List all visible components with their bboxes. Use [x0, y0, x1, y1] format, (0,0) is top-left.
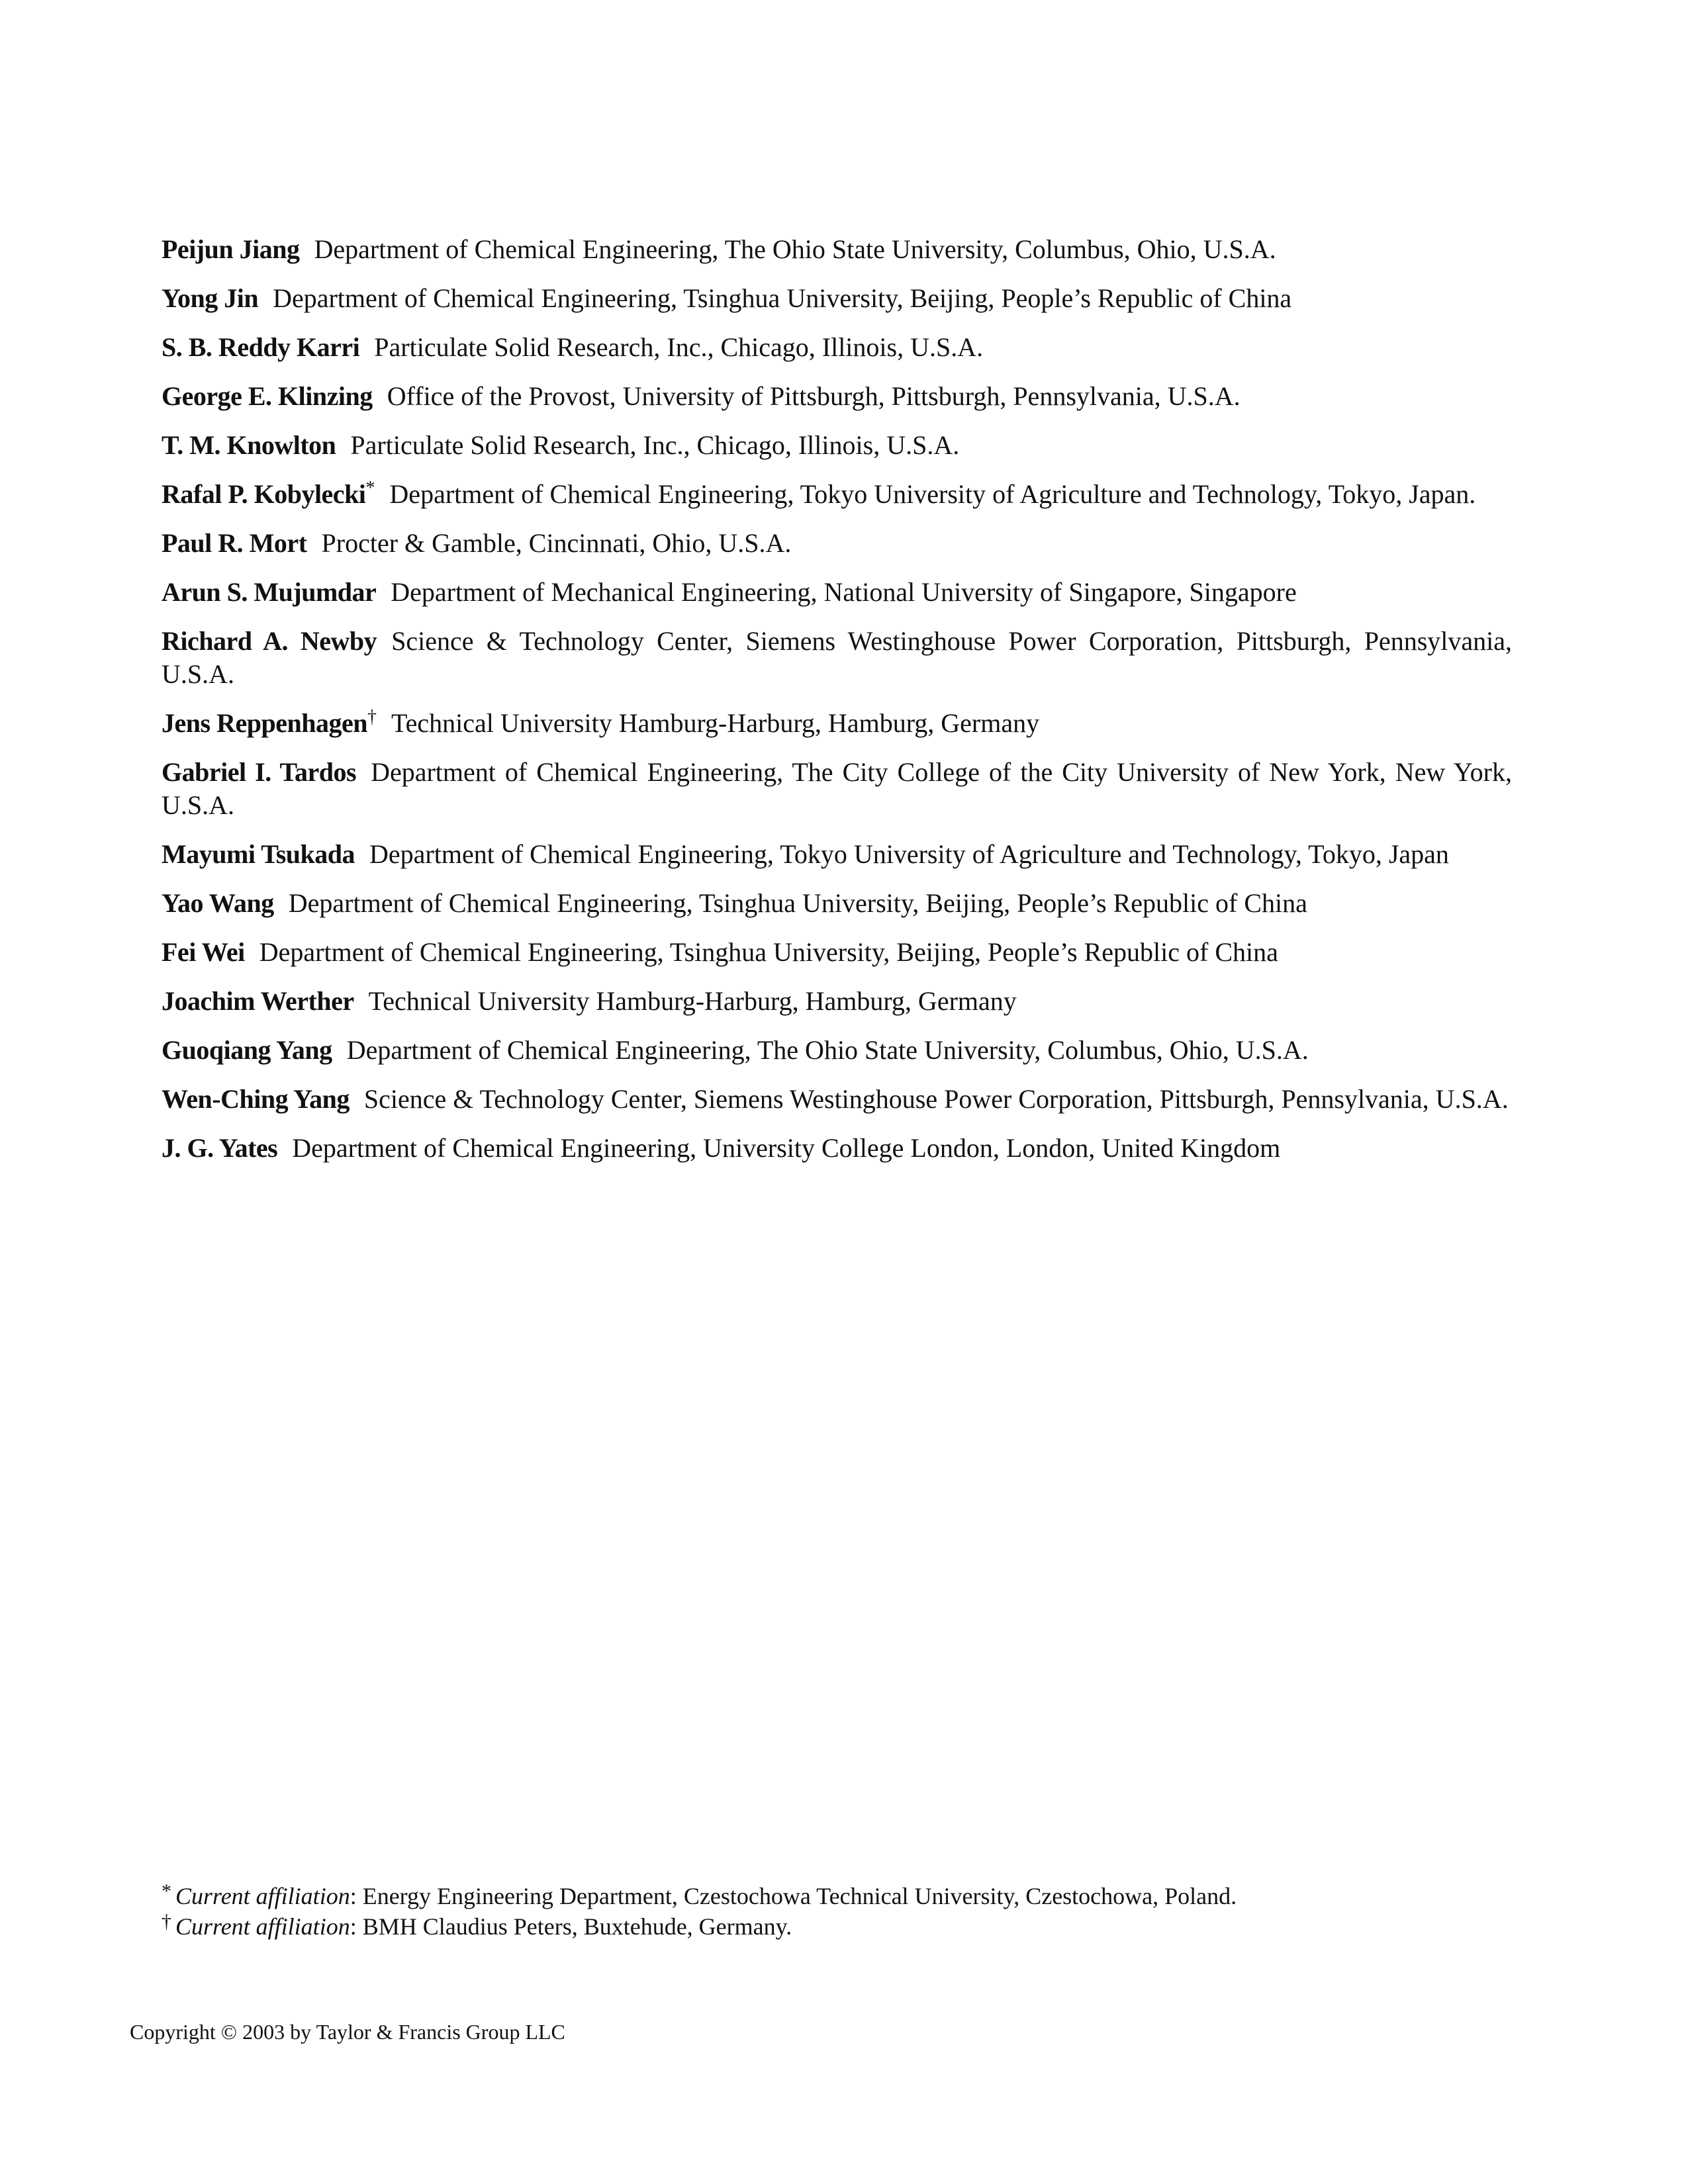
contributor-affiliation: Technical University Hamburg-Harburg, Hamburg, Germany [391, 708, 1040, 738]
contributor-affiliation: Department of Chemical Engineering, The City College of the City University of New York, New York, U.S.A. [162, 757, 1512, 820]
contributor-name: Wen-Ching Yang [162, 1084, 350, 1114]
contributor-name: Paul R. Mort [162, 528, 307, 558]
contributor-entry [162, 1132, 1512, 1165]
contributor-entry [162, 625, 1512, 691]
contributor-name: S. B. Reddy Karri [162, 332, 360, 362]
footnote-text: : BMH Claudius Peters, Buxtehude, Germany. [350, 1913, 792, 1940]
contributor-affiliation: Office of the Provost, University of Pittsburgh, Pittsburgh, Pennsylvania, U.S.A. [387, 381, 1241, 411]
contributor-affiliation: Department of Chemical Engineering, Tsinghua University, Beijing, People’s Republic of China [288, 888, 1307, 918]
affiliation-mark: * [365, 478, 375, 498]
footnote [162, 1881, 1512, 1911]
contributor-entry [162, 576, 1512, 609]
contributor-entry [162, 331, 1512, 364]
contributor-affiliation: Department of Chemical Engineering, Tokyo University of Agriculture and Technology, Tokyo, Japan [369, 839, 1449, 869]
footnote-label: Current affiliation [175, 1883, 350, 1909]
contributor-entry [162, 936, 1512, 969]
contributor-affiliation: Department of Chemical Engineering, Tsinghua University, Beijing, People’s Republic of China [273, 283, 1292, 313]
footnote-label: Current affiliation [175, 1913, 350, 1940]
contributor-name: Richard A. Newby [162, 626, 377, 656]
footnote-mark: * [162, 1880, 171, 1902]
contributor-name: Jens Reppenhagen [162, 708, 367, 738]
contributor-name: Joachim Werther [162, 986, 354, 1016]
contributor-entry [162, 1083, 1512, 1116]
contributor-name: Rafal P. Kobylecki [162, 479, 366, 509]
footnote-text: : Energy Engineering Department, Czestochowa Technical University, Czestochowa, Poland. [350, 1883, 1237, 1909]
contributor-affiliation: Department of Chemical Engineering, Tokyo University of Agriculture and Technology, Tokyo, Japan. [389, 479, 1476, 509]
contributor-name: Yao Wang [162, 888, 274, 918]
contributor-name: Mayumi Tsukada [162, 839, 355, 869]
contributor-affiliation: Department of Chemical Engineering, University College London, London, United Kingdom [292, 1133, 1281, 1163]
contributor-entry [162, 838, 1512, 871]
contributor-entry [162, 707, 1512, 740]
footnote [162, 1911, 1512, 1942]
contributor-affiliation: Particulate Solid Research, Inc., Chicago, Illinois, U.S.A. [350, 430, 960, 460]
contributor-affiliation: Department of Mechanical Engineering, National University of Singapore, Singapore [391, 577, 1297, 607]
affiliation-mark: † [367, 707, 377, 727]
footnotes [162, 1881, 1512, 1942]
contributor-name: Fei Wei [162, 937, 245, 967]
contributor-entry [162, 478, 1512, 511]
contributor-entry [162, 985, 1512, 1018]
contributor-entry [162, 233, 1512, 266]
contributor-entry [162, 756, 1512, 822]
contributor-name: T. M. Knowlton [162, 430, 336, 460]
contributor-name: George E. Klinzing [162, 381, 373, 411]
contributor-name: Peijun Jiang [162, 234, 300, 264]
contributor-name: Yong Jin [162, 283, 259, 313]
contributor-affiliation: Procter & Gamble, Cincinnati, Ohio, U.S.A. [321, 528, 792, 558]
contributor-affiliation: Department of Chemical Engineering, The Ohio State University, Columbus, Ohio, U.S.A. [314, 234, 1276, 264]
contributor-affiliation: Science & Technology Center, Siemens Westinghouse Power Corporation, Pittsburgh, Pennsylvania, U.S.A. [363, 1084, 1509, 1114]
contributor-affiliation: Particulate Solid Research, Inc., Chicago, Illinois, U.S.A. [374, 332, 984, 362]
contributor-entry [162, 1034, 1512, 1067]
contributor-affiliation: Technical University Hamburg-Harburg, Hamburg, Germany [368, 986, 1017, 1016]
contributor-name: Guoqiang Yang [162, 1035, 332, 1065]
copyright-notice: Copyright © 2003 by Taylor & Francis Group LLC [130, 2020, 565, 2044]
contributor-affiliation: Science & Technology Center, Siemens Westinghouse Power Corporation, Pittsburgh, Pennsylvania, U.S.A. [162, 626, 1512, 689]
contributor-affiliation: Department of Chemical Engineering, The Ohio State University, Columbus, Ohio, U.S.A. [346, 1035, 1309, 1065]
contributor-name: Gabriel I. Tardos [162, 757, 357, 787]
contributor-entry [162, 282, 1512, 315]
contributor-entry [162, 887, 1512, 920]
contributor-list [162, 233, 1512, 1181]
contributor-entry [162, 527, 1512, 560]
contributor-entry [162, 380, 1512, 413]
contributor-affiliation: Department of Chemical Engineering, Tsinghua University, Beijing, People’s Republic of China [259, 937, 1278, 967]
footnote-mark: † [162, 1911, 171, 1933]
contributor-name: Arun S. Mujumdar [162, 577, 377, 607]
contributor-entry [162, 429, 1512, 462]
contributor-name: J. G. Yates [162, 1133, 278, 1163]
